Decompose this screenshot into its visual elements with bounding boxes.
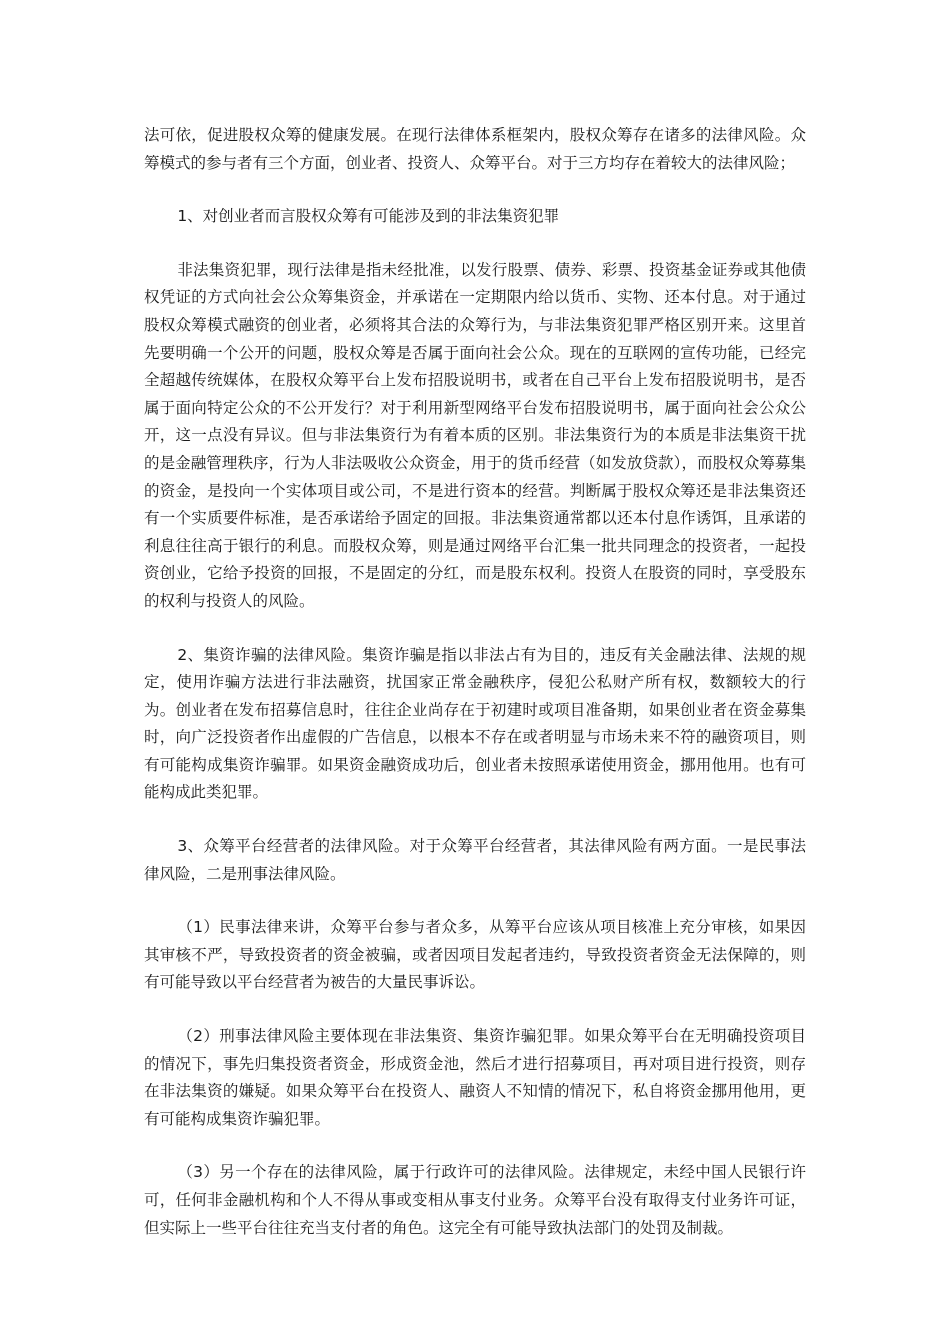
paragraph-intro-continuation: 法可依，促进股权众筹的健康发展。在现行法律体系框架内，股权众筹存在诸多的法律风险。众筹模式的参与者有三个方面，创业者、投资人、众筹平台。对于三方均存在着较大的法律风险； — [144, 126, 806, 172]
paragraph-criminal-risk: （2）刑事法律风险主要体现在非法集资、集资诈骗犯罪。如果众筹平台在无明确投资项目的情况下，事先归集投资者资金，形成资金池，然后才进行招募项目，再对项目进行投资，则存在非法集资的嫌疑。如果众筹平台在投资人、融资人不知情的情况下，私自将资金挪用他用，更有可能构成集资诈骗犯罪。 — [144, 1027, 806, 1128]
section-heading-1: 1、对创业者而言股权众筹有可能涉及到的非法集资犯罪 — [177, 207, 560, 226]
paragraph-illegal-fundraising: 非法集资犯罪，现行法律是指未经批准，以发行股票、债券、彩票、投资基金证券或其他债权凭证的方式向社会公众筹集资金，并承诺在一定期限内给以货币、实物、还本付息。对于通过股权众筹模式融资的创业者，必须将其合法的众筹行为，与非法集资犯罪严格区别开来。这里首先要明确一个公开的问题，股权众筹是否属于面向社会公众。现在的互联网的宣传功能，已经完全超越传统媒体，在股权众筹平台上发布招股说明书，或者在自己平台上发布招股说明书，是否属于面向特定公众的不公开发行？对于利用新型网络平台发布招股说明书，属于面向社会公众公开，这一点没有异议。但与非法集资行为有着本质的区别。非法集资行为的本质是非法集资干扰的是金融管理秩序，行为人非法吸收公众资金，用于的货币经营（如发放贷款），而股权众筹募集的资金，是投向一个实体项目或公司，不是进行资本的经营。判断属于股权众筹还是非法集资还有一个实质要件标准，是否承诺给予固定的回报。非法集资通常都以还本付息作诱饵，且承诺的利息往往高于银行的利息。而股权众筹，则是通过网络平台汇集一批共同理念的投资者，一起投资创业，它给予投资的回报，不是固定的分红，而是股东权利。投资人在股资的同时，享受股东的权利与投资人的风险。 — [144, 260, 806, 610]
document-body — [144, 122, 806, 1242]
paragraph-civil-risk: （1）民事法律来讲，众筹平台参与者众多，从筹平台应该从项目核准上充分审核，如果因其审核不严，导致投资者的资金被骗，或者因项目发起者违约，导致投资者资金无法保障的，则有可能导致以平台经营者为被告的大量民事诉讼。 — [144, 918, 806, 992]
paragraph-platform-risk: 3、众筹平台经营者的法律风险。对于众筹平台经营者，其法律风险有两方面。一是民事法律风险，二是刑事法律风险。 — [144, 837, 806, 883]
paragraph-administrative-risk: （3）另一个存在的法律风险，属于行政许可的法律风险。法律规定，未经中国人民银行许可，任何非金融机构和个人不得从事或变相从事支付业务。众筹平台没有取得支付业务许可证，但实际上一些平台往往充当支付者的角色。这完全有可能导致执法部门的处罚及制裁。 — [144, 1163, 806, 1237]
paragraph-fundraising-fraud: 2、集资诈骗的法律风险。集资诈骗是指以非法占有为目的，违反有关金融法律、法规的规定，使用诈骗方法进行非法融资，扰国家正常金融秩序，侵犯公私财产所有权，数额较大的行为。创业者在发布招募信息时，往往企业尚存在于初建时或项目准备期，如果创业者在资金募集时，向广泛投资者作出虚假的广告信息，以根本不存在或者明显与市场未来不符的融资项目，则有可能构成集资诈骗罪。如果资金融资成功后，创业者未按照承诺使用资金，挪用他用。也有可能构成此类犯罪。 — [144, 645, 806, 802]
